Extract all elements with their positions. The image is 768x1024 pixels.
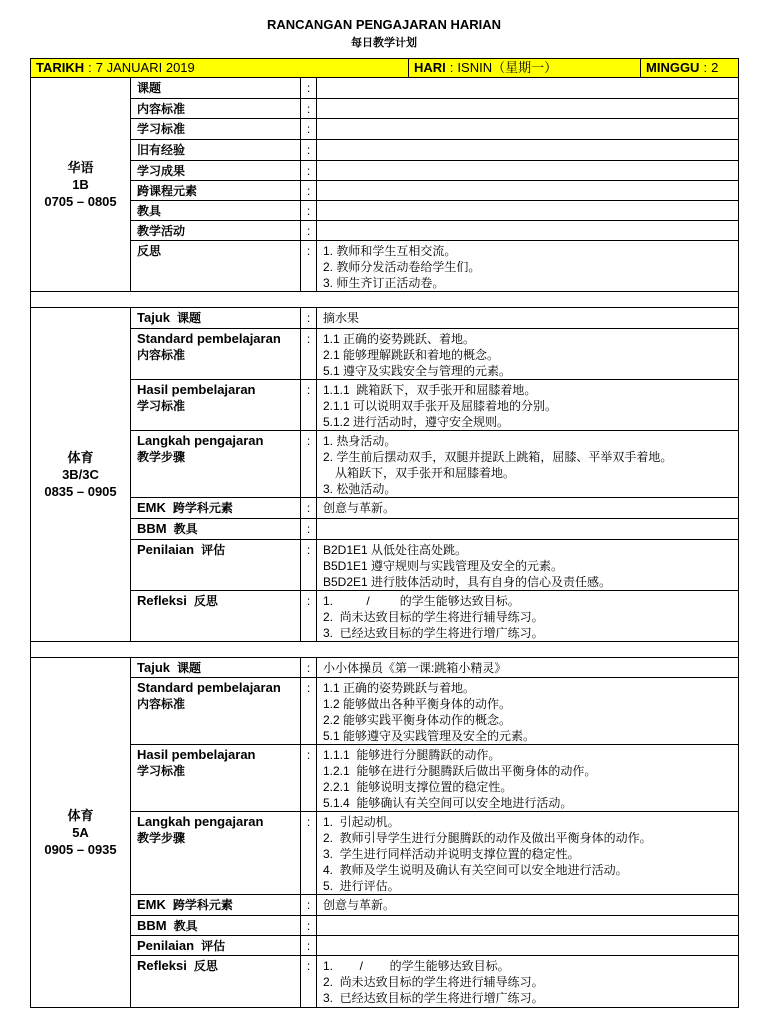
content-line: 4. 教师及学生说明及确认有关空间可以安全地进行活动。 (323, 863, 628, 877)
row-label: 学习标准 (131, 119, 301, 140)
row-label (131, 745, 301, 812)
row-content (317, 498, 739, 519)
content-line: 1.1 正确的姿势跳跃、着地。 (323, 332, 476, 346)
table-row (31, 241, 739, 292)
table-row (31, 380, 739, 431)
content-line: 1.2.1 能够在进行分腿腾跃后做出平衡身体的动作。 (323, 764, 597, 778)
table-row (31, 201, 739, 221)
content-line: 1.1.1 跳箱跃下，双手张开和屈膝着地。 (323, 383, 537, 397)
row-label-chinese: 学习标准 (137, 399, 186, 413)
content-line: 2. 学生前后摆动双手，双腿并提跃上跳箱，屈膝、平举双手着地。 (323, 450, 673, 464)
row-label: 内容标准 (131, 99, 301, 119)
table-row (31, 745, 739, 812)
row-content (317, 956, 739, 1008)
row-label-malay: Standard pembelajaran (137, 331, 281, 346)
row-colon: : (301, 78, 317, 99)
table-row (31, 956, 739, 1008)
content-line: 3. 学生进行同样活动并说明支撑位置的稳定性。 (323, 847, 580, 861)
row-content (317, 936, 739, 956)
row-label-chinese: 评估 (201, 543, 226, 557)
row-content (317, 119, 739, 140)
table-row (31, 99, 739, 119)
day-separator: : (449, 60, 454, 75)
row-label-malay: Hasil pembelajaran (137, 382, 256, 397)
subject-name: 体育 (67, 808, 94, 823)
row-label (131, 431, 301, 498)
row-label (131, 678, 301, 745)
row-content (317, 895, 739, 916)
subject-cell (31, 78, 131, 292)
row-content (317, 308, 739, 329)
subject-name: 华语 (67, 160, 94, 175)
content-line: 小小体操员《第一课:跳箱小精灵》 (323, 661, 507, 675)
row-colon: : (301, 916, 317, 936)
row-colon: : (301, 745, 317, 812)
row-content (317, 916, 739, 936)
week-cell (641, 59, 739, 78)
table-row (31, 221, 739, 241)
class-name: 3B/3C (62, 467, 99, 482)
content-line: B5D2E1 进行肢体活动时，具有自身的信心及责任感。 (323, 575, 612, 589)
row-label-chinese: 评估 (201, 939, 226, 953)
row-label-malay: EMK (137, 897, 166, 912)
row-label-chinese: 课题 (177, 661, 202, 675)
row-colon: : (301, 956, 317, 1008)
row-label-malay: Langkah pengajaran (137, 814, 264, 829)
content-line: 2. 教师分发活动卷给学生们。 (323, 260, 481, 274)
row-content (317, 678, 739, 745)
row-label (131, 895, 301, 916)
row-label (131, 658, 301, 678)
row-content (317, 540, 739, 591)
table-row (31, 78, 739, 99)
content-line: 1.1.1 能够进行分腿腾跃的动作。 (323, 748, 501, 762)
content-line: 5.1 遵守及实践安全与管理的元素。 (323, 364, 512, 378)
row-label-malay: BBM (137, 521, 167, 536)
content-line: B2D1E1 从低处往高处跳。 (323, 543, 468, 557)
row-label (131, 916, 301, 936)
row-label-chinese: 教具 (173, 522, 198, 536)
row-label-chinese: 教学步骤 (137, 450, 186, 464)
row-content (317, 380, 739, 431)
table-row (31, 161, 739, 181)
class-name: 5A (72, 825, 89, 840)
content-line: 1. 教师和学生互相交流。 (323, 244, 457, 258)
content-line: 3. 松弛活动。 (323, 482, 397, 496)
content-line: 2. 尚未达致目标的学生将进行辅导练习。 (323, 975, 544, 989)
date-label: TARIKH (36, 60, 85, 75)
table-row (31, 658, 739, 678)
row-content (317, 812, 739, 895)
content-line: 5. 进行评估。 (323, 879, 400, 893)
row-content (317, 99, 739, 119)
row-label-malay: Penilaian (137, 938, 195, 953)
row-label-malay: Standard pembelajaran (137, 680, 281, 695)
content-line: 1.1 正确的姿势跳跃与着地。 (323, 681, 476, 695)
row-label-malay: Hasil pembelajaran (137, 747, 256, 762)
row-colon: : (301, 678, 317, 745)
row-label: 反思 (131, 241, 301, 292)
row-colon: : (301, 140, 317, 161)
row-content (317, 78, 739, 99)
row-content (317, 658, 739, 678)
table-row (31, 916, 739, 936)
row-label: 教学活动 (131, 221, 301, 241)
time-slot: 0705 – 0805 (44, 194, 117, 209)
content-line: 创意与革新。 (323, 898, 396, 912)
row-label (131, 380, 301, 431)
table-row (31, 936, 739, 956)
row-label (131, 519, 301, 540)
subject-name: 体育 (67, 450, 94, 465)
table-row (31, 308, 739, 329)
row-colon: : (301, 431, 317, 498)
table-row (31, 519, 739, 540)
table-row (31, 431, 739, 498)
row-label-chinese: 反思 (193, 959, 218, 973)
table-row (31, 591, 739, 642)
section-divider-cell (31, 292, 739, 308)
row-colon: : (301, 540, 317, 591)
content-line: 1.2 能够做出各种平衡身体的动作。 (323, 697, 512, 711)
row-colon: : (301, 936, 317, 956)
row-label-malay: Tajuk (137, 660, 170, 675)
day-label: HARI (414, 60, 446, 75)
row-label: 学习成果 (131, 161, 301, 181)
content-line: 1. 引起动机。 (323, 815, 400, 829)
section-divider (31, 292, 739, 308)
table-row (31, 895, 739, 916)
row-content (317, 221, 739, 241)
date-value: 7 JANUARI 2019 (95, 60, 195, 75)
content-line: 2.1 能够理解跳跃和着地的概念。 (323, 348, 500, 362)
row-label (131, 936, 301, 956)
section-divider (31, 642, 739, 658)
table-row (31, 812, 739, 895)
row-label (131, 591, 301, 642)
row-colon: : (301, 329, 317, 380)
row-label (131, 498, 301, 519)
row-label-malay: EMK (137, 500, 166, 515)
content-line: 5.1.2 进行活动时，遵守安全规则。 (323, 415, 510, 429)
row-colon: : (301, 812, 317, 895)
row-content (317, 745, 739, 812)
section-divider-cell (31, 642, 739, 658)
table-row (31, 140, 739, 161)
row-label: 教具 (131, 201, 301, 221)
row-content (317, 519, 739, 540)
content-line: 2.1.1 可以说明双手张开及屈膝着地的分别。 (323, 399, 558, 413)
row-colon: : (301, 221, 317, 241)
row-label-chinese: 课题 (177, 311, 202, 325)
row-label-chinese: 跨学科元素 (172, 501, 233, 515)
row-label-malay: Refleksi (137, 593, 187, 608)
row-colon: : (301, 519, 317, 540)
row-label-malay: Penilaian (137, 542, 195, 557)
row-label-chinese: 反思 (193, 594, 218, 608)
subject-cell (31, 308, 131, 642)
row-colon: : (301, 658, 317, 678)
week-separator: : (703, 60, 708, 75)
row-colon: : (301, 308, 317, 329)
content-line: 5.1.4 能够确认有关空间可以安全地进行活动。 (323, 796, 573, 810)
content-line: 3. 师生齐订正活动卷。 (323, 276, 445, 290)
content-line: 3. 已经达致目标的学生将进行增广练习。 (323, 991, 544, 1005)
row-content (317, 161, 739, 181)
row-colon: : (301, 181, 317, 201)
content-line: 2.2.1 能够说明支撑位置的稳定性。 (323, 780, 513, 794)
date-separator: : (88, 60, 92, 75)
week-label: MINGGU (646, 60, 700, 75)
row-label: 跨课程元素 (131, 181, 301, 201)
row-content (317, 329, 739, 380)
row-label-chinese: 教学步骤 (137, 831, 186, 845)
row-colon: : (301, 201, 317, 221)
content-line: 2. 尚未达致目标的学生将进行辅导练习。 (323, 610, 544, 624)
table-row (31, 498, 739, 519)
row-content (317, 140, 739, 161)
row-label-chinese: 内容标准 (137, 348, 186, 362)
row-colon: : (301, 99, 317, 119)
row-colon: : (301, 119, 317, 140)
row-colon: : (301, 591, 317, 642)
lesson-plan-table (30, 77, 739, 1008)
time-slot: 0835 – 0905 (44, 484, 117, 499)
row-colon: : (301, 161, 317, 181)
row-label-malay: Langkah pengajaran (137, 433, 264, 448)
content-line: 3. 已经达致目标的学生将进行增广练习。 (323, 626, 544, 640)
row-label (131, 956, 301, 1008)
row-label-malay: Refleksi (137, 958, 187, 973)
content-line: 1. / 的学生能够达致目标。 (323, 594, 520, 608)
content-line: B5D1E1 遵守规则与实践管理及安全的元素。 (323, 559, 564, 573)
content-line: 创意与革新。 (323, 501, 396, 515)
date-cell (31, 59, 409, 78)
row-colon: : (301, 380, 317, 431)
row-label-malay: BBM (137, 918, 167, 933)
row-content (317, 431, 739, 498)
table-row (31, 329, 739, 380)
row-label-chinese: 教具 (173, 919, 198, 933)
content-line: 2.2 能够实践平衡身体动作的概念。 (323, 713, 512, 727)
row-label (131, 812, 301, 895)
document-subtitle: 每日教学计划 (351, 37, 417, 49)
table-row (31, 181, 739, 201)
time-slot: 0905 – 0935 (44, 842, 117, 857)
row-colon: : (301, 241, 317, 292)
row-content (317, 591, 739, 642)
content-line: 2. 教师引导学生进行分腿腾跃的动作及做出平衡身体的动作。 (323, 831, 652, 845)
subject-cell (31, 658, 131, 1008)
row-content (317, 201, 739, 221)
row-content (317, 181, 739, 201)
row-label (131, 308, 301, 329)
row-label-chinese: 内容标准 (137, 697, 186, 711)
day-value: ISNIN（星期一） (457, 60, 558, 75)
class-name: 1B (72, 177, 89, 192)
document-title: RANCANGAN PENGAJARAN HARIAN (266, 17, 501, 32)
table-row (31, 678, 739, 745)
row-label: 旧有经验 (131, 140, 301, 161)
content-line: 摘水果 (323, 311, 360, 325)
content-line: 5.1 能够遵守及实践管理及安全的元素。 (323, 729, 536, 743)
week-value: 2 (711, 60, 719, 75)
content-line: 1. / 的学生能够达致目标。 (323, 959, 510, 973)
table-row (31, 119, 739, 140)
day-cell (409, 59, 641, 78)
row-label (131, 540, 301, 591)
info-bar (30, 58, 739, 78)
row-label-chinese: 跨学科元素 (172, 898, 233, 912)
table-row (31, 540, 739, 591)
row-label (131, 329, 301, 380)
row-colon: : (301, 498, 317, 519)
row-colon: : (301, 895, 317, 916)
row-content (317, 241, 739, 292)
row-label: 课题 (131, 78, 301, 99)
row-label-chinese: 学习标准 (137, 764, 186, 778)
row-label-malay: Tajuk (137, 310, 170, 325)
content-line: 从箱跃下，双手张开和屈膝着地。 (335, 466, 516, 480)
content-line: 1. 热身活动。 (323, 434, 397, 448)
